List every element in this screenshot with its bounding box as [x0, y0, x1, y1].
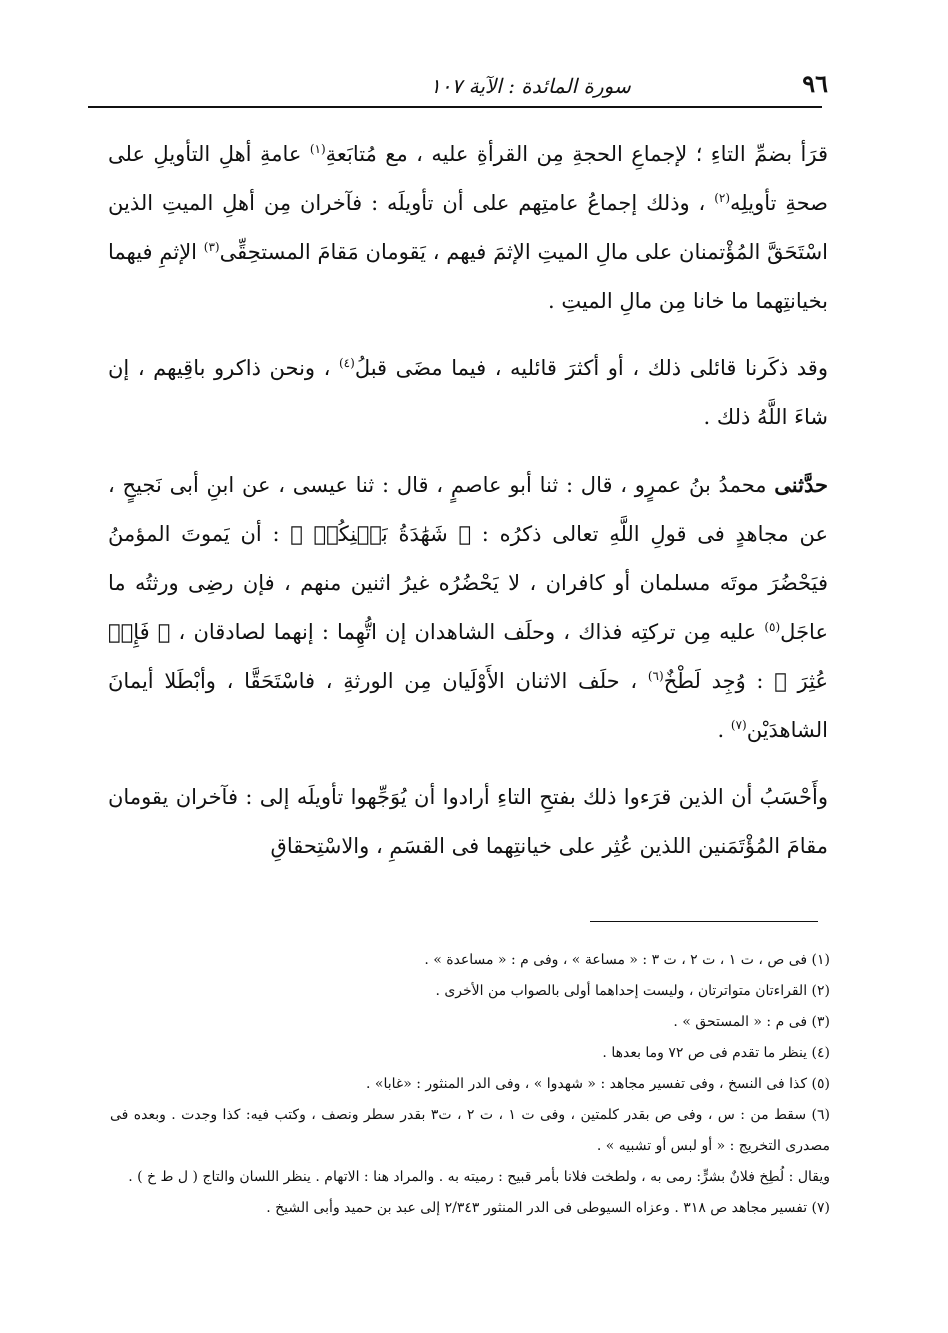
footnote-3: (٣) فى م : « المستحق » . — [673, 1014, 830, 1030]
text-segment: عليه مِن تركتِه فذاك ، وحلَف الشاهدان إن اتُّهِما : إنهما لصادقان ، ﴿ فَإِنۡ عُثِرَ ﴾ : وُجِد لَطْخٌ — [108, 620, 828, 693]
paragraph-4 — [108, 773, 828, 871]
text-segment: محمدُ بنُ عمرٍو ، قال : ثنا أبو عاصمٍ ، قال : ثنا عيسى ، عن ابنِ أبى نَجيحٍ ، عن مجاهدٍ فى قولِ اللَّهِ تعالى ذكرُه : ﴿ شَهَٰدَةُ بَيۡنِكُمۡ ﴾ : أن يَموتَ المؤمنُ فيَحْضُرَ موتَه مسلمان أو كافران ، لا يَحْضُرُه غيرُ اثنين منهم ، فإن رضِى ورثتُه ما عاجَل — [108, 473, 828, 644]
footnote-rule — [590, 921, 818, 922]
header-rule — [88, 106, 822, 108]
footnotes — [110, 945, 830, 1224]
footnote-1: (١) فى ص ، ت ١ ، ت ٢ ، ت ٣ : « مساعة » ، وفى م : « مساعدة » . — [424, 952, 830, 968]
footnote-ref-1: (١) — [309, 142, 326, 156]
footnote-ref-6: (٦) — [647, 669, 664, 683]
running-head: سورة المائدة : الآية ١٠٧ — [430, 74, 631, 98]
footnote-ref-3: (٣) — [203, 240, 220, 254]
paragraph-1 — [108, 130, 828, 326]
text-segment: ، حلَف الاثنان الأَوْلَيان مِن الورثةِ ، فاسْتَحَقَّا ، وأبْطَلا أيمانَ الشاهدَيْن — [108, 669, 828, 742]
text-segment: قرَأ بضمِّ التاءِ ؛ لإجماعِ الحجةِ مِن القرأةِ عليه ، مع مُتابَعةِ — [325, 142, 828, 166]
paragraph-3 — [108, 460, 828, 755]
text-segment: ، وذلك إجماعُ عامتِهم على أن تأويلَه : فآخران مِن أهلِ الميتِ الذين اسْتَحَقَّ المُؤْتمنان على مالِ الميتِ الإثمَ فيهم ، يَقومان مَقامَ المستحِقِّى — [108, 191, 828, 264]
footnote-6: (٦) سقط من : س ، وفى ص بقدر كلمتين ، وفى ت ١ ، ت ٢ ، ت٣ بقدر سطر ونصف ، وكتب فيه: كذا وجدت . وبعده فى مصدرى التخريج : « أو لبس أو تشبيه » . — [110, 1107, 830, 1154]
page-header — [100, 58, 828, 98]
main-text — [108, 130, 828, 889]
footnote-ref-7: (٧) — [730, 718, 747, 732]
footnote-6-continued: ويقال : لُطِخ فلانٌ بشرٍّ: رمى به ، ولطخت فلانا بأمر قبيح : رميته به . والمراد هنا : الاتهام . ينظر اللسان والتاج ( ل ط خ ) . — [128, 1169, 830, 1185]
text-segment: وقد ذكَرنا قائلى ذلك ، أو أكثرَ قائليه ، فيما مضَى قبلُ — [354, 356, 828, 380]
footnote-7: (٧) تفسير مجاهد ص ٣١٨ . وعزاه السيوطى فى الدر المنثور ٢/٣٤٣ إلى عبد بن حميد وأبى الشيخ . — [266, 1200, 830, 1216]
text-segment: ، ونحن ذاكرو باقِيهم ، إن شاءَ اللَّهُ ذلك . — [108, 356, 828, 429]
footnote-5: (٥) كذا فى النسخ ، وفى تفسير مجاهد : « شهدوا » ، وفى الدر المنثور : «غابا» . — [365, 1076, 830, 1092]
text-segment: الإثمِ فيهما بخيانتِهما ما خانا مِن مالِ الميتِ . — [108, 240, 828, 313]
text-segment: . — [717, 718, 731, 742]
footnote-ref-4: (٤) — [338, 356, 355, 370]
page-number: ٩٦ — [802, 69, 828, 98]
text-segment: وأَحْسَبُ أن الذين قرَءوا ذلك بفتحِ التاءِ أرادوا أن يُوَجِّهوا تأويلَه إلى : فآخران يقومان مقامَ المُؤْتَمَنين اللذين عُثِر على خيانتِهما فى القسَمِ ، والاسْتِحقاقِ — [108, 785, 828, 858]
footnote-ref-5: (٥) — [764, 620, 781, 634]
isnad-lead: حدَّثنى — [774, 472, 828, 497]
footnote-2: (٢) القراءتان متواترتان ، وليست إحداهما أولى بالصواب من الأخرى . — [435, 983, 830, 999]
paragraph-2 — [108, 344, 828, 442]
text-segment: عامةِ أهلِ التأويلِ على صحةِ تأويلِه — [108, 142, 829, 215]
footnote-4: (٤) ينظر ما تقدم فى ص ٧٢ وما بعدها . — [602, 1045, 830, 1061]
footnote-ref-2: (٢) — [714, 191, 731, 205]
